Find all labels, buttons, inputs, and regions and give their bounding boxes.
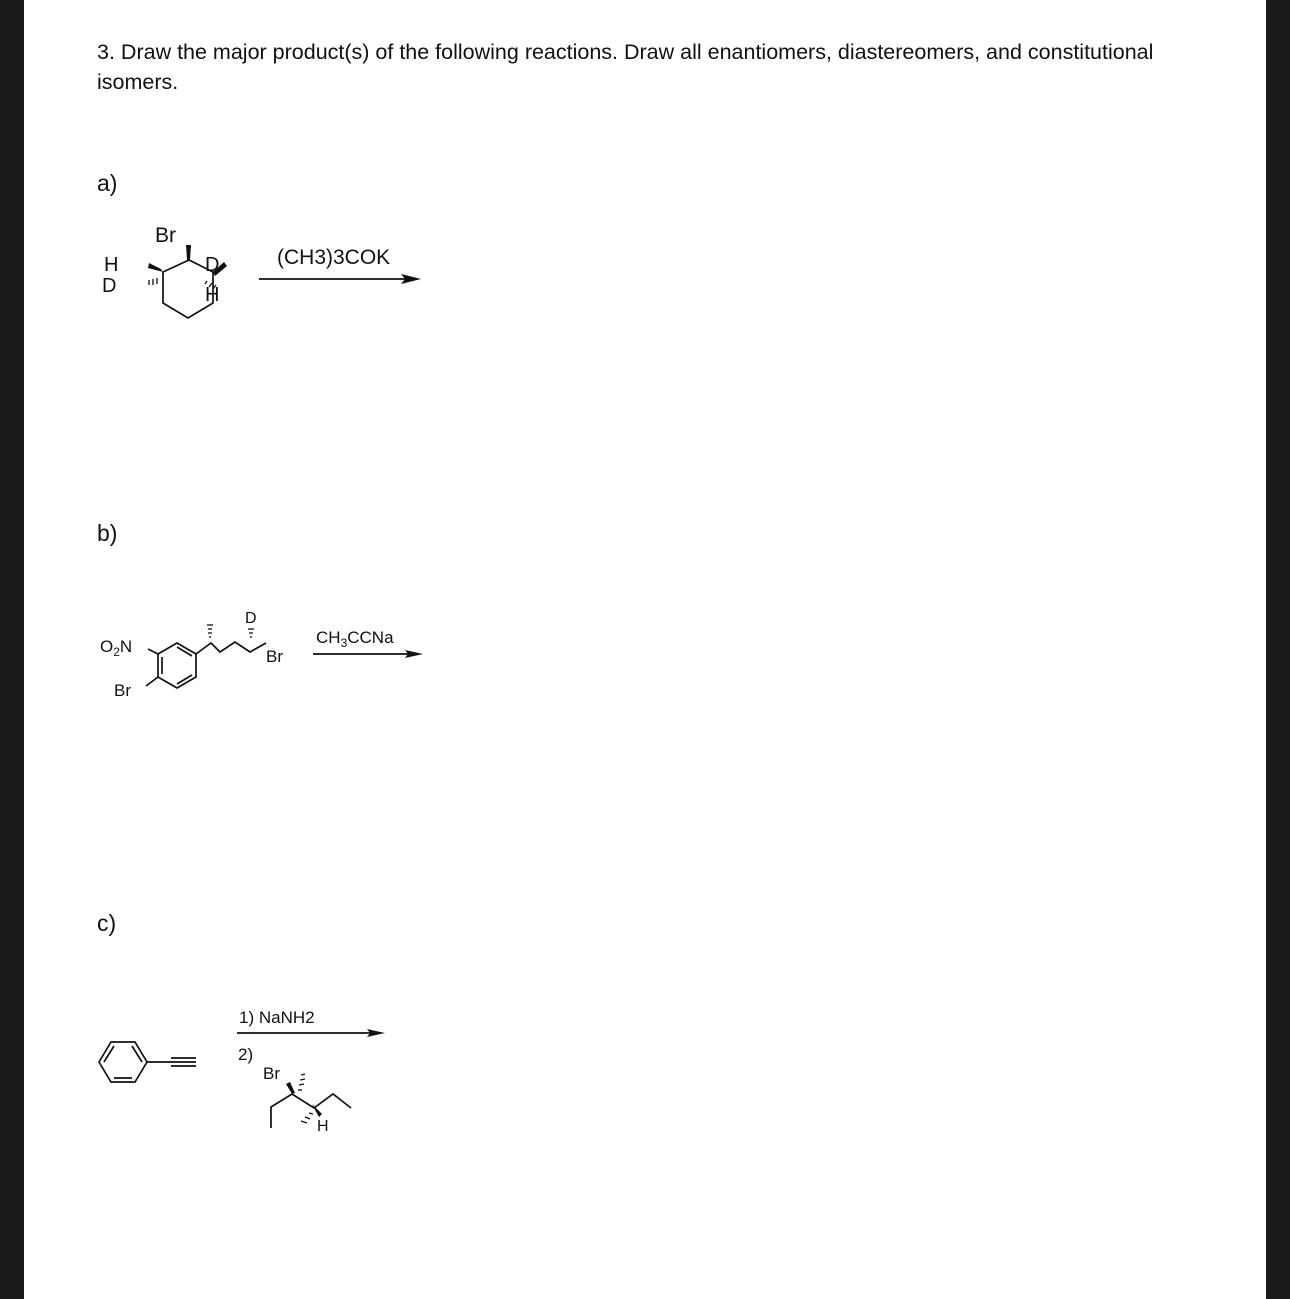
- aromatic-bond-c1: [104, 1046, 114, 1062]
- hash-bond-methyl: [207, 625, 213, 637]
- aromatic-bond-3: [177, 675, 192, 684]
- part-c-label: c): [97, 910, 117, 936]
- alkyl-bromide-chain: [271, 1094, 351, 1128]
- atom-br-ring: Br: [114, 681, 131, 700]
- benzene-ring-b: [158, 643, 196, 688]
- bond-no2: [148, 649, 158, 654]
- hash-bond-c-top: [298, 1074, 305, 1090]
- hash-bond-d: [248, 629, 254, 637]
- document-page: [24, 0, 1266, 1299]
- bond-br-ring: [146, 677, 158, 686]
- cyclohexane-structure: [102, 224, 227, 318]
- phenylacetylene-structure: [99, 1042, 196, 1082]
- benzene-ring-c: [99, 1042, 147, 1082]
- wedge-bond-br: [186, 245, 191, 260]
- hash-bond-c-bottom: [301, 1113, 313, 1123]
- reaction-a-diagram: [24, 0, 1266, 1299]
- wedge-bond-br-c: [286, 1082, 295, 1094]
- alkyl-bromide-structure: [263, 1064, 351, 1135]
- atom-br-chain: Br: [266, 647, 283, 666]
- nitro-bromo-arene-structure: [100, 610, 283, 700]
- wedge-bond-h-left: [148, 263, 163, 272]
- reagent-c-step1: 1) NaNH2: [239, 1008, 315, 1027]
- atom-h-c: H: [317, 1118, 329, 1135]
- atom-d: D: [245, 610, 257, 627]
- aromatic-bond-2: [177, 647, 192, 656]
- aromatic-bond-c2: [132, 1046, 142, 1062]
- atom-d-right: D: [205, 254, 220, 276]
- atom-br: Br: [155, 224, 176, 247]
- atom-h-right: H: [205, 284, 220, 306]
- alkyl-chain: [196, 642, 266, 654]
- atom-br-c: Br: [263, 1064, 280, 1083]
- reagent-b: $CH_3CCNa$: [316, 628, 394, 650]
- atom-o2n: $O_2N$: [100, 637, 133, 659]
- hash-bond-d-left: [149, 278, 157, 285]
- question-body: Draw the major product(s) of the following reactions. Draw all enantiomers, diastereomers, and constitutional isomers.: [97, 40, 1154, 94]
- atom-h-left: H: [104, 254, 119, 276]
- reagent-c-step2: 2): [238, 1045, 254, 1064]
- reagent-a: (CH3)3COK: [277, 246, 391, 269]
- question-number: 3.: [97, 40, 115, 64]
- part-b-label: b): [97, 520, 118, 546]
- part-a-label: a): [97, 170, 118, 196]
- atom-d-left: D: [102, 275, 117, 297]
